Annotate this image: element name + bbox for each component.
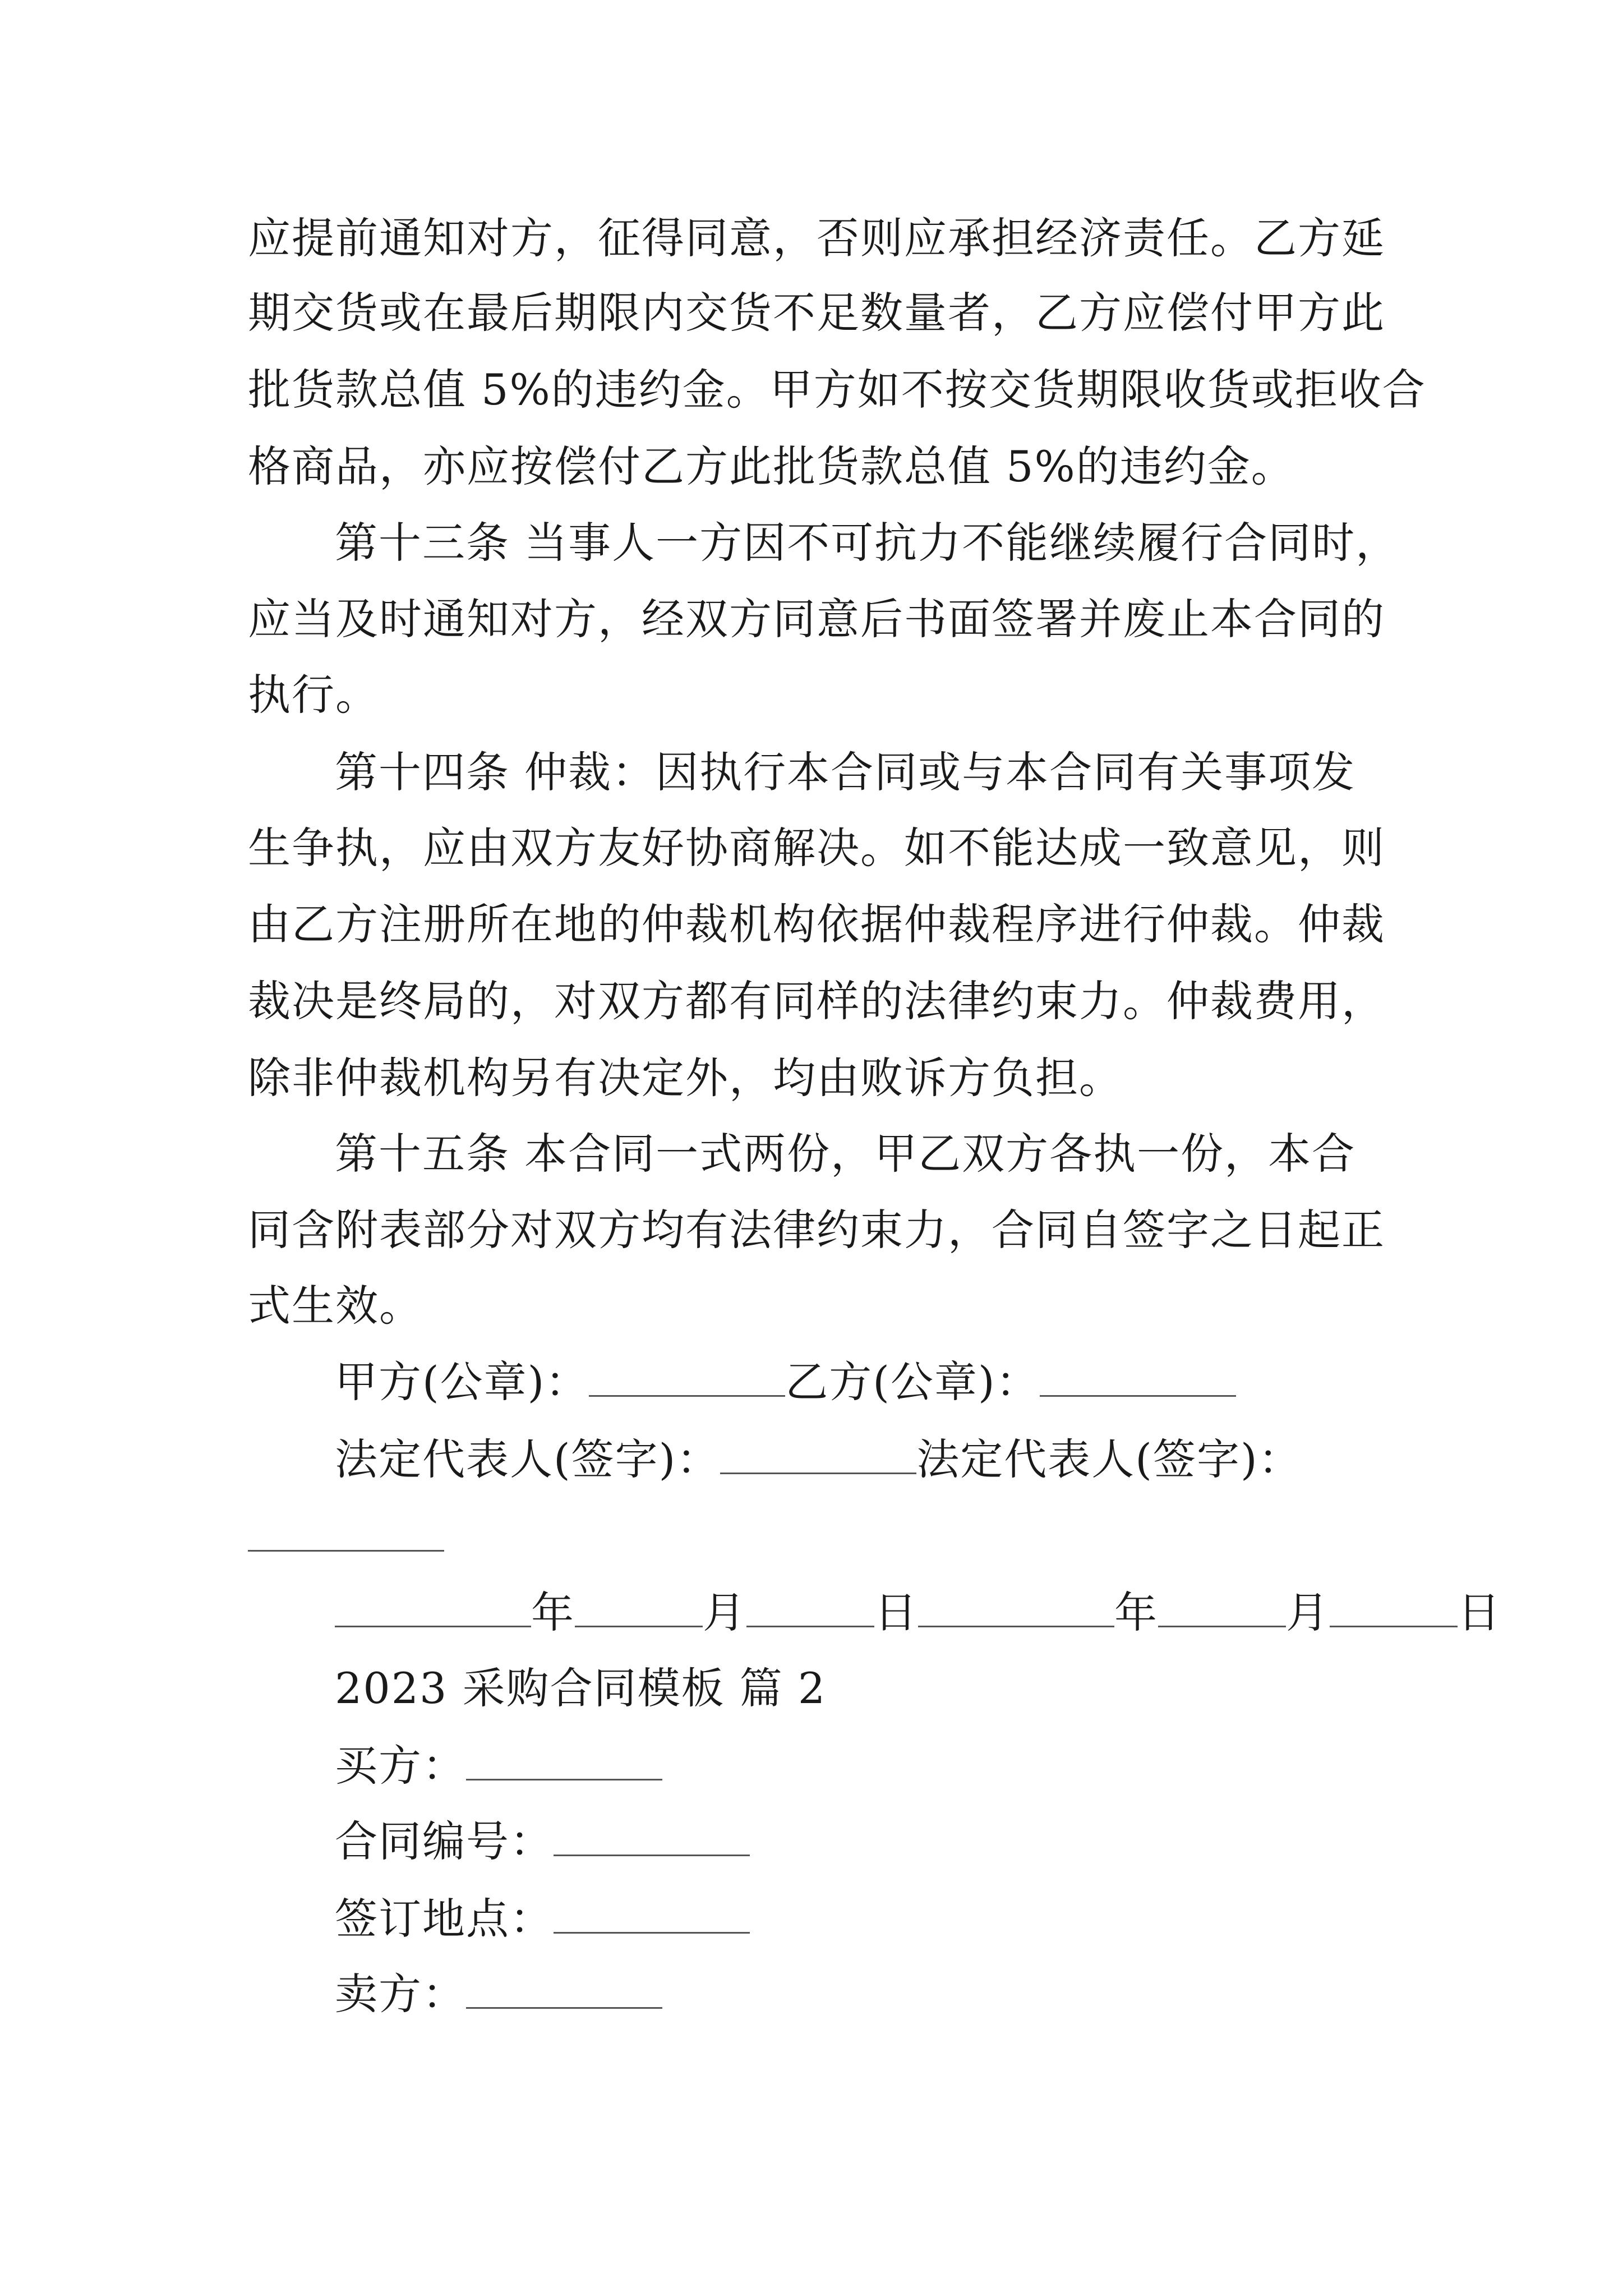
clause-14-heading: 第十四条 仲裁：因执行本合同或与本合同有关事项发 — [335, 747, 1356, 797]
paragraph-line: 应提前通知对方，征得同意，否则应承担经济责任。乙方延 — [248, 213, 1385, 263]
paragraph-line: 同含附表部分对双方均有法律约束力，合同自签字之日起正 — [248, 1205, 1385, 1255]
contract-no-blank — [554, 1821, 750, 1856]
date-row — [335, 1585, 1501, 1641]
paragraph-line: 期交货或在最后期限内交货不足数量者，乙方应偿付甲方此 — [248, 288, 1385, 338]
legal-rep-a-blank — [720, 1439, 916, 1474]
buyer-label: 买方： — [335, 1741, 466, 1791]
month-label: 月 — [703, 1588, 746, 1637]
sign-place-row — [335, 1891, 750, 1947]
clause-13-heading: 第十三条 当事人一方因不可抗力不能继续履行合同时， — [335, 518, 1400, 568]
party-b-seal-label: 乙方(公章)： — [785, 1357, 1040, 1407]
legal-rep-row — [335, 1432, 1302, 1488]
party-a-seal-blank — [589, 1361, 785, 1397]
seal-row — [335, 1354, 1236, 1410]
month-label: 月 — [1286, 1588, 1330, 1637]
day-a-blank — [746, 1592, 874, 1627]
contract-no-row — [335, 1814, 750, 1870]
clause-15-heading: 第十五条 本合同一式两份，甲乙双方各执一份，本合 — [335, 1129, 1356, 1179]
party-a-seal-label: 甲方(公章)： — [335, 1357, 589, 1407]
paragraph-line: 除非仲裁机构另有决定外，均由败诉方负担。 — [248, 1053, 1123, 1103]
legal-rep-b-blank — [248, 1516, 444, 1552]
paragraph-line: 裁决是终局的，对双方都有同样的法律约束力。仲裁费用， — [248, 976, 1385, 1026]
paragraph-line: 执行。 — [248, 670, 379, 720]
legal-rep-b-row — [248, 1509, 444, 1565]
seller-blank — [466, 1973, 662, 2009]
month-b-blank — [1158, 1592, 1286, 1627]
party-b-seal-blank — [1040, 1361, 1236, 1397]
buyer-blank — [466, 1745, 662, 1780]
sign-place-blank — [554, 1898, 750, 1934]
year-label: 年 — [531, 1588, 575, 1637]
paragraph-line: 批货款总值 5%的违约金。甲方如不按交货期限收货或拒收合 — [248, 365, 1426, 415]
paragraph-line: 式生效。 — [248, 1281, 423, 1331]
year-label: 年 — [1114, 1588, 1158, 1637]
seller-label: 卖方： — [335, 1969, 466, 2019]
year-a-blank — [335, 1592, 531, 1627]
paragraph-line: 生争执，应由双方友好协商解决。如不能达成一致意见，则 — [248, 823, 1385, 873]
section-2-title: 2023 采购合同模板 篇 2 — [335, 1663, 827, 1713]
day-b-blank — [1330, 1592, 1458, 1627]
paragraph-line: 由乙方注册所在地的仲裁机构依据仲裁程序进行仲裁。仲裁 — [248, 899, 1385, 949]
sign-place-label: 签订地点： — [335, 1894, 554, 1944]
contract-no-label: 合同编号： — [335, 1816, 554, 1866]
month-a-blank — [575, 1592, 703, 1627]
legal-rep-a-label: 法定代表人(签字)： — [335, 1434, 721, 1484]
paragraph-line: 应当及时通知对方，经双方同意后书面签署并废止本合同的 — [248, 594, 1385, 644]
seller-row — [335, 1966, 662, 2022]
day-label: 日 — [1458, 1588, 1501, 1637]
day-label: 日 — [874, 1588, 918, 1637]
legal-rep-b-label: 法定代表人(签字)： — [916, 1434, 1302, 1484]
buyer-row — [335, 1738, 662, 1794]
year-b-blank — [918, 1592, 1114, 1627]
paragraph-line: 格商品，亦应按偿付乙方此批货款总值 5%的违约金。 — [248, 441, 1295, 491]
